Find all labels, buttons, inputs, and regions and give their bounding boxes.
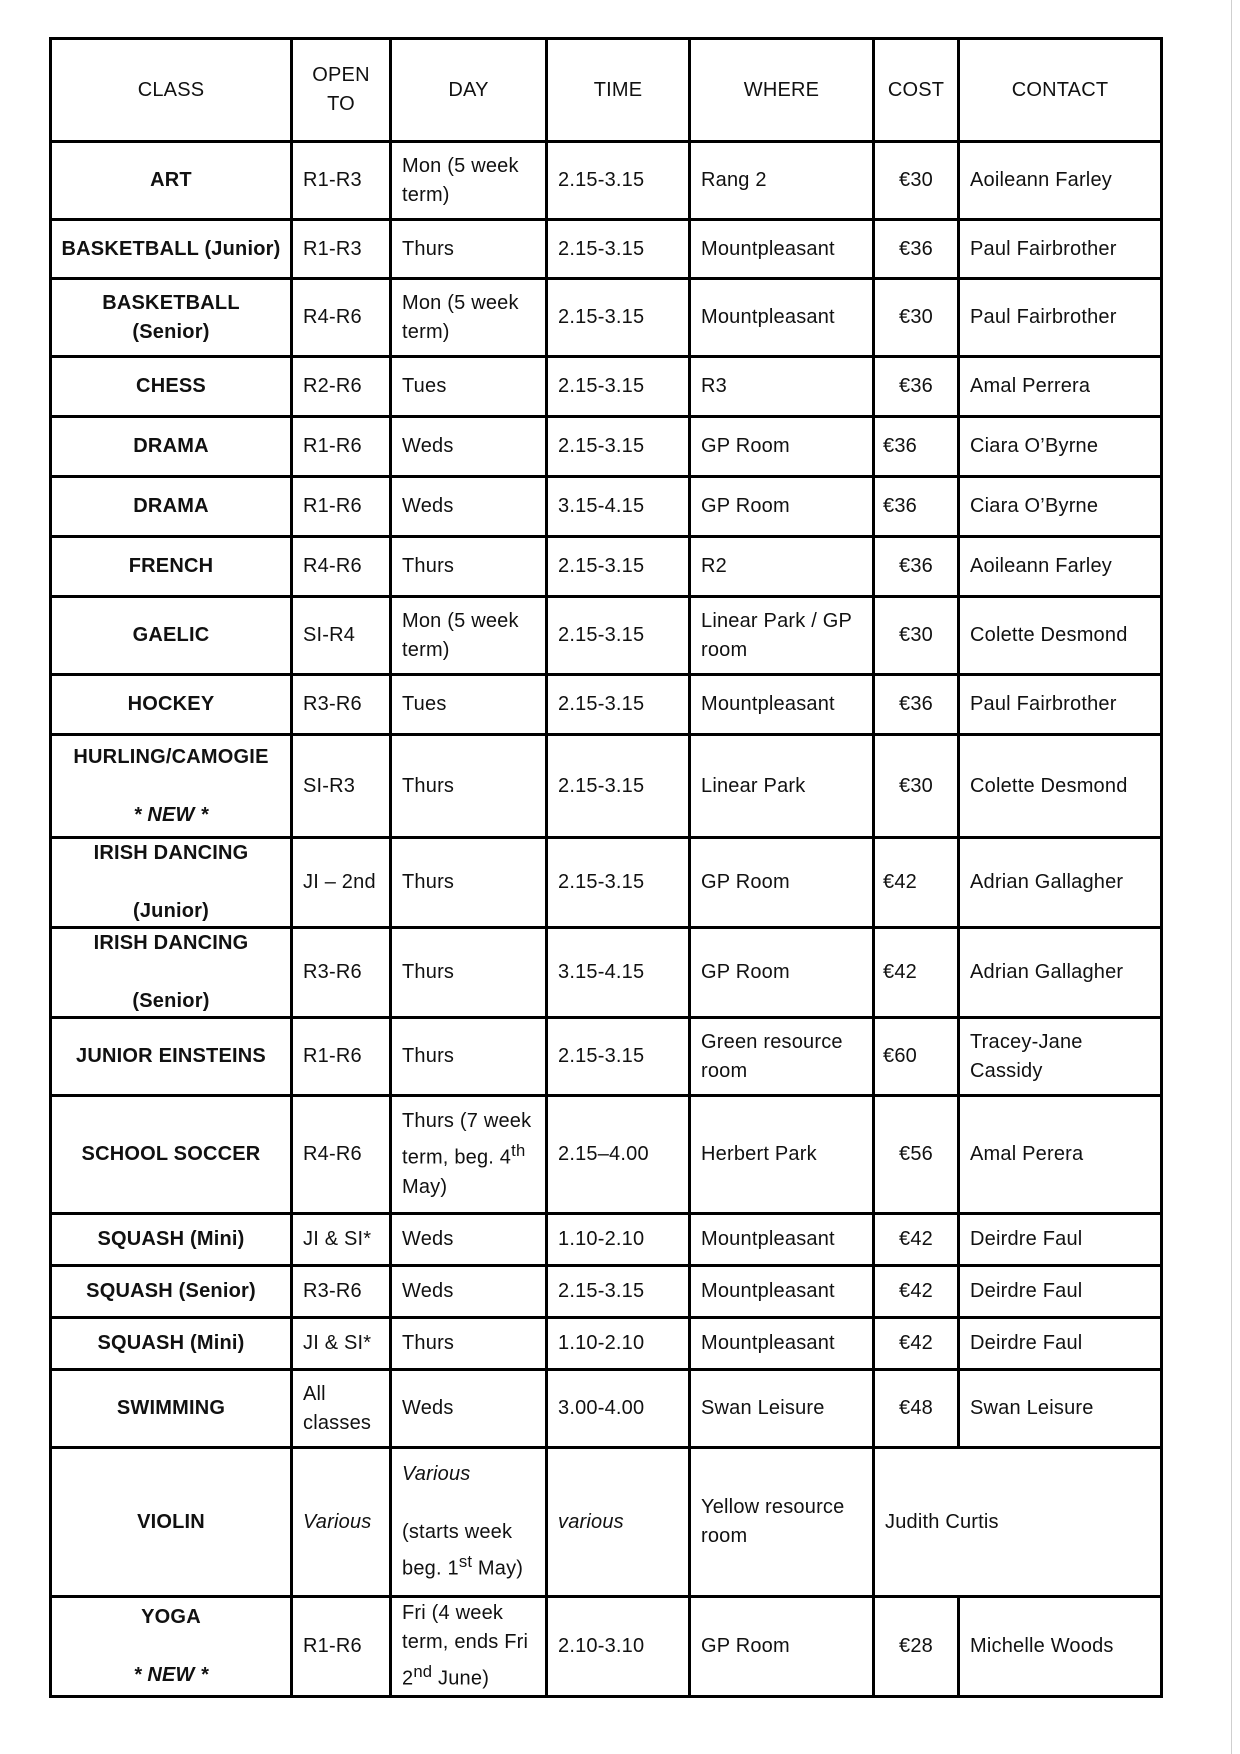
where: GP Room bbox=[690, 477, 874, 537]
table-row bbox=[51, 1448, 1162, 1597]
class-name: JUNIOR EINSTEINS bbox=[51, 1018, 292, 1096]
time: 3.15-4.15 bbox=[547, 928, 690, 1018]
open-to: R3-R6 bbox=[292, 1266, 391, 1318]
open-to: JI – 2nd bbox=[292, 838, 391, 928]
contact: Paul Fairbrother bbox=[959, 675, 1162, 735]
day: Weds bbox=[391, 417, 547, 477]
time: various bbox=[547, 1448, 690, 1597]
contact: Deirdre Faul bbox=[959, 1266, 1162, 1318]
class-name: FRENCH bbox=[51, 537, 292, 597]
where: Mountpleasant bbox=[690, 1318, 874, 1370]
class-name: DRAMA bbox=[51, 477, 292, 537]
contact: Aoileann Farley bbox=[959, 142, 1162, 220]
class-name bbox=[51, 838, 292, 928]
open-to: R3-R6 bbox=[292, 675, 391, 735]
time: 2.15-3.15 bbox=[547, 279, 690, 357]
day: Weds bbox=[391, 1370, 547, 1448]
class-subtitle: (Senior) bbox=[132, 990, 210, 1012]
table-row bbox=[51, 597, 1162, 675]
where: GP Room bbox=[690, 928, 874, 1018]
contact: Michelle Woods bbox=[959, 1597, 1162, 1697]
time: 2.15-3.15 bbox=[547, 142, 690, 220]
table-row bbox=[51, 735, 1162, 838]
day: Thurs bbox=[391, 220, 547, 279]
day: Thurs bbox=[391, 928, 547, 1018]
header-contact: CONTACT bbox=[959, 39, 1162, 142]
cost: €36 bbox=[874, 220, 959, 279]
day-text: Thurs (7 week term, beg. 4 bbox=[402, 1110, 532, 1169]
table-row bbox=[51, 1214, 1162, 1266]
day bbox=[391, 1096, 547, 1214]
table-row bbox=[51, 1266, 1162, 1318]
where: Green resource room bbox=[690, 1018, 874, 1096]
day-superscript: th bbox=[511, 1141, 526, 1161]
cost: €60 bbox=[874, 1018, 959, 1096]
class-subtitle: (Senior) bbox=[132, 320, 210, 343]
cost: €36 bbox=[874, 477, 959, 537]
table-row bbox=[51, 220, 1162, 279]
day: Thurs bbox=[391, 838, 547, 928]
where: Swan Leisure bbox=[690, 1370, 874, 1448]
table-row bbox=[51, 1318, 1162, 1370]
where: GP Room bbox=[690, 1597, 874, 1697]
activity-schedule-table bbox=[49, 37, 1163, 1698]
class-name bbox=[51, 928, 292, 1018]
cost: €36 bbox=[874, 357, 959, 417]
time: 2.15-3.15 bbox=[547, 220, 690, 279]
time: 1.10-2.10 bbox=[547, 1214, 690, 1266]
contact: Colette Desmond bbox=[959, 735, 1162, 838]
page-edge bbox=[1231, 0, 1232, 1754]
open-to: R1-R6 bbox=[292, 477, 391, 537]
header-time: TIME bbox=[547, 39, 690, 142]
time: 2.15-3.15 bbox=[547, 597, 690, 675]
contact: Ciara O’Byrne bbox=[959, 477, 1162, 537]
day: Thurs bbox=[391, 1018, 547, 1096]
table-row bbox=[51, 1597, 1162, 1697]
where: Mountpleasant bbox=[690, 675, 874, 735]
class-name: SCHOOL SOCCER bbox=[51, 1096, 292, 1214]
header-open-to: OPEN TO bbox=[292, 39, 391, 142]
class-name: HOCKEY bbox=[51, 675, 292, 735]
where: R2 bbox=[690, 537, 874, 597]
where: Linear Park bbox=[690, 735, 874, 838]
open-to: R4-R6 bbox=[292, 1096, 391, 1214]
new-badge: * NEW * bbox=[133, 803, 209, 826]
day: Thurs bbox=[391, 1318, 547, 1370]
where: Linear Park / GP room bbox=[690, 597, 874, 675]
open-to: R4-R6 bbox=[292, 537, 391, 597]
where: Mountpleasant bbox=[690, 1214, 874, 1266]
open-to: R1-R6 bbox=[292, 417, 391, 477]
class-name: ART bbox=[51, 142, 292, 220]
header-where: WHERE bbox=[690, 39, 874, 142]
class-name: SQUASH (Senior) bbox=[51, 1266, 292, 1318]
table-row bbox=[51, 417, 1162, 477]
day: Weds bbox=[391, 1266, 547, 1318]
cost: €48 bbox=[874, 1370, 959, 1448]
header-row bbox=[51, 39, 1162, 142]
table-row bbox=[51, 838, 1162, 928]
day: Mon (5 week term) bbox=[391, 597, 547, 675]
contact: Adrian Gallagher bbox=[959, 928, 1162, 1018]
open-to: R1-R6 bbox=[292, 1597, 391, 1697]
where: Herbert Park bbox=[690, 1096, 874, 1214]
time: 2.15-3.15 bbox=[547, 1266, 690, 1318]
class-title: YOGA bbox=[141, 1606, 201, 1628]
contact: Paul Fairbrother bbox=[959, 220, 1162, 279]
open-to: JI & SI* bbox=[292, 1318, 391, 1370]
time: 3.15-4.15 bbox=[547, 477, 690, 537]
contact: Judith Curtis bbox=[874, 1448, 1162, 1597]
open-to: SI-R4 bbox=[292, 597, 391, 675]
time: 2.15-3.15 bbox=[547, 537, 690, 597]
day-text-end: June) bbox=[432, 1667, 490, 1690]
cost: €36 bbox=[874, 537, 959, 597]
day: Tues bbox=[391, 675, 547, 735]
class-name: GAELIC bbox=[51, 597, 292, 675]
cost: €42 bbox=[874, 838, 959, 928]
time: 2.15–4.00 bbox=[547, 1096, 690, 1214]
cost: €30 bbox=[874, 597, 959, 675]
cost: €36 bbox=[874, 675, 959, 735]
where: Mountpleasant bbox=[690, 220, 874, 279]
cost: €36 bbox=[874, 417, 959, 477]
table-row bbox=[51, 537, 1162, 597]
day-note-end: May) bbox=[472, 1557, 524, 1580]
day: Thurs bbox=[391, 537, 547, 597]
day: Thurs bbox=[391, 735, 547, 838]
open-to: All classes bbox=[292, 1370, 391, 1448]
where: Mountpleasant bbox=[690, 1266, 874, 1318]
class-name: VIOLIN bbox=[51, 1448, 292, 1597]
day: Tues bbox=[391, 357, 547, 417]
table-row bbox=[51, 928, 1162, 1018]
day-text-end: May) bbox=[402, 1175, 448, 1198]
table-row bbox=[51, 1096, 1162, 1214]
where: Rang 2 bbox=[690, 142, 874, 220]
contact: Tracey-Jane Cassidy bbox=[959, 1018, 1162, 1096]
header-class: CLASS bbox=[51, 39, 292, 142]
contact: Aoileann Farley bbox=[959, 537, 1162, 597]
day-text: Various bbox=[402, 1463, 471, 1486]
class-name: SQUASH (Mini) bbox=[51, 1318, 292, 1370]
day-text: Fri (4 week term, ends Fri 2 bbox=[402, 1602, 529, 1690]
class-name bbox=[51, 279, 292, 357]
open-to: SI-R3 bbox=[292, 735, 391, 838]
class-name: DRAMA bbox=[51, 417, 292, 477]
table-row bbox=[51, 1018, 1162, 1096]
time: 2.15-3.15 bbox=[547, 357, 690, 417]
open-to: R1-R3 bbox=[292, 142, 391, 220]
time: 2.15-3.15 bbox=[547, 1018, 690, 1096]
day: Mon (5 week term) bbox=[391, 279, 547, 357]
header-day: DAY bbox=[391, 39, 547, 142]
cost: €42 bbox=[874, 1266, 959, 1318]
day: Mon (5 week term) bbox=[391, 142, 547, 220]
class-title: IRISH DANCING bbox=[93, 932, 249, 954]
time: 2.15-3.15 bbox=[547, 735, 690, 838]
class-name: SWIMMING bbox=[51, 1370, 292, 1448]
time: 2.15-3.15 bbox=[547, 417, 690, 477]
day-note: (starts week beg. 1 bbox=[402, 1521, 513, 1580]
cost: €42 bbox=[874, 1214, 959, 1266]
time: 2.15-3.15 bbox=[547, 838, 690, 928]
time: 2.10-3.10 bbox=[547, 1597, 690, 1697]
time: 3.00-4.00 bbox=[547, 1370, 690, 1448]
class-title: BASKETBALL bbox=[102, 291, 240, 314]
open-to: JI & SI* bbox=[292, 1214, 391, 1266]
cost: €30 bbox=[874, 735, 959, 838]
time: 1.10-2.10 bbox=[547, 1318, 690, 1370]
table-row bbox=[51, 142, 1162, 220]
new-badge: * NEW * bbox=[133, 1664, 209, 1686]
where: Yellow resource room bbox=[690, 1448, 874, 1597]
class-name: CHESS bbox=[51, 357, 292, 417]
cost: €42 bbox=[874, 928, 959, 1018]
contact: Deirdre Faul bbox=[959, 1214, 1162, 1266]
contact: Ciara O’Byrne bbox=[959, 417, 1162, 477]
open-to: R1-R3 bbox=[292, 220, 391, 279]
contact: Amal Perrera bbox=[959, 357, 1162, 417]
contact: Deirdre Faul bbox=[959, 1318, 1162, 1370]
table-row bbox=[51, 1370, 1162, 1448]
table-row bbox=[51, 279, 1162, 357]
where: R3 bbox=[690, 357, 874, 417]
day-superscript: nd bbox=[413, 1662, 433, 1682]
day bbox=[391, 1448, 547, 1597]
table-row bbox=[51, 477, 1162, 537]
day: Weds bbox=[391, 1214, 547, 1266]
class-name bbox=[51, 735, 292, 838]
contact: Paul Fairbrother bbox=[959, 279, 1162, 357]
cost: €28 bbox=[874, 1597, 959, 1697]
header-cost: COST bbox=[874, 39, 959, 142]
day-note-superscript: st bbox=[458, 1552, 473, 1572]
day bbox=[391, 1597, 547, 1697]
day: Weds bbox=[391, 477, 547, 537]
class-title: IRISH DANCING bbox=[93, 842, 249, 864]
open-to: R3-R6 bbox=[292, 928, 391, 1018]
where: GP Room bbox=[690, 838, 874, 928]
cost: €30 bbox=[874, 279, 959, 357]
where: GP Room bbox=[690, 417, 874, 477]
open-to: R1-R6 bbox=[292, 1018, 391, 1096]
contact: Colette Desmond bbox=[959, 597, 1162, 675]
contact: Swan Leisure bbox=[959, 1370, 1162, 1448]
class-name: BASKETBALL (Junior) bbox=[51, 220, 292, 279]
cost: €42 bbox=[874, 1318, 959, 1370]
table-row bbox=[51, 357, 1162, 417]
cost: €56 bbox=[874, 1096, 959, 1214]
class-title: HURLING/CAMOGIE bbox=[73, 745, 269, 768]
table-row bbox=[51, 675, 1162, 735]
open-to: R2-R6 bbox=[292, 357, 391, 417]
class-name: SQUASH (Mini) bbox=[51, 1214, 292, 1266]
contact: Amal Perera bbox=[959, 1096, 1162, 1214]
class-subtitle: (Junior) bbox=[132, 900, 210, 922]
class-name bbox=[51, 1597, 292, 1697]
open-to: R4-R6 bbox=[292, 279, 391, 357]
open-to: Various bbox=[292, 1448, 391, 1597]
cost: €30 bbox=[874, 142, 959, 220]
where: Mountpleasant bbox=[690, 279, 874, 357]
contact: Adrian Gallagher bbox=[959, 838, 1162, 928]
time: 2.15-3.15 bbox=[547, 675, 690, 735]
